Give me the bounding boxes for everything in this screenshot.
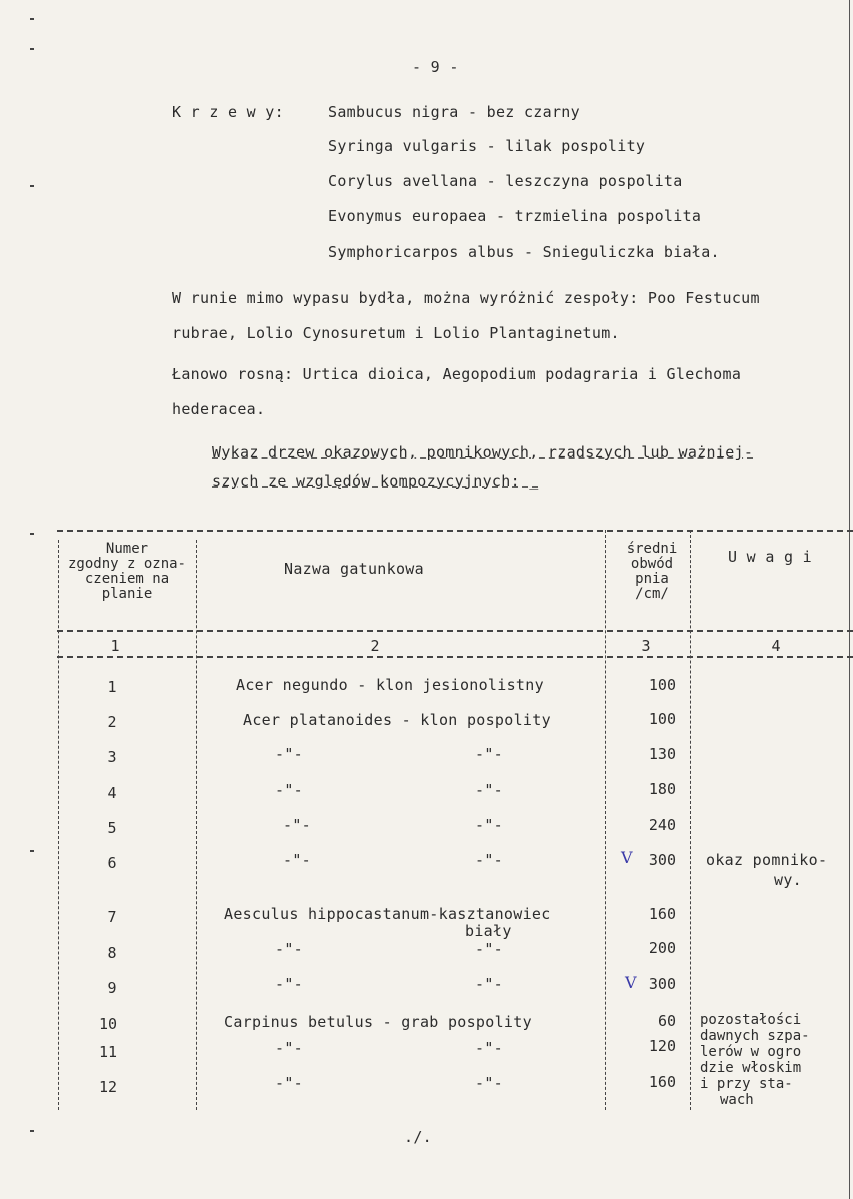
circumference-value: 100	[648, 710, 676, 728]
ditto-mark: -"-	[475, 745, 503, 763]
paragraph-line: rubrae, Lolio Cynosuretum i Lolio Plantaginetum.	[172, 324, 620, 342]
table-top-rule	[57, 530, 853, 532]
ditto-mark: -"-	[275, 1039, 303, 1057]
table-row-number: 9	[107, 979, 117, 997]
ditto-mark: -"-	[275, 745, 303, 763]
species-name: Aesculus hippocastanum-kasztanowiec	[224, 905, 551, 923]
table-left-border	[58, 540, 59, 1110]
remark-text: wy.	[774, 871, 802, 889]
check-mark: V	[621, 848, 633, 867]
circumference-value: 160	[648, 1073, 676, 1091]
ditto-mark: -"-	[475, 1074, 503, 1092]
table-heading-line1: Wykaz drzew okazowych, pomnikowych, rzadszych lub ważniej-	[212, 443, 754, 461]
shrub-item: Sambucus nigra - bez czarny	[328, 103, 580, 121]
ditto-mark: -"-	[283, 816, 311, 834]
header-remarks: U w a g i	[728, 548, 812, 566]
shrubs-label: K r z e w y:	[172, 103, 284, 121]
margin-mark	[30, 18, 34, 20]
continuation-mark: ./.	[404, 1128, 432, 1146]
margin-mark	[30, 185, 34, 187]
margin-mark	[30, 533, 34, 535]
ditto-mark: -"-	[475, 851, 503, 869]
margin-mark	[30, 1130, 34, 1132]
table-header-rule	[57, 630, 853, 632]
shrub-item: Evonymus europaea - trzmielina pospolita	[328, 207, 702, 225]
table-row-number: 7	[107, 908, 117, 926]
header-species-name: Nazwa gatunkowa	[284, 560, 424, 578]
paragraph-line: Łanowo rosną: Urtica dioica, Aegopodium podagraria i Glechoma	[172, 365, 742, 383]
circumference-value: 120	[648, 1037, 676, 1055]
paragraph-line: hederacea.	[172, 400, 266, 418]
shrub-item: Symphoricarpos albus - Snieguliczka biała.	[328, 243, 720, 261]
ditto-mark: -"-	[283, 851, 311, 869]
margin-mark	[30, 48, 34, 50]
table-row-number: 2	[107, 713, 117, 731]
table-row-number: 12	[98, 1078, 118, 1096]
table-row-number: 5	[107, 819, 117, 837]
ditto-mark: -"-	[475, 975, 503, 993]
ditto-mark: -"-	[475, 816, 503, 834]
page-edge-line	[849, 0, 850, 1199]
check-mark: V	[625, 973, 637, 992]
table-row-number: 3	[107, 748, 117, 766]
table-row-number: 4	[107, 784, 117, 802]
paragraph-line: W runie mimo wypasu bydła, można wyróżnić zespoły: Poo Festucum	[172, 289, 760, 307]
ditto-mark: -"-	[275, 940, 303, 958]
table-row-number: 6	[107, 854, 117, 872]
column-number: 2	[370, 637, 380, 655]
column-number: 4	[771, 637, 781, 655]
species-name: Acer negundo - klon jesionolistny	[236, 676, 544, 694]
circumference-value: 240	[648, 816, 676, 834]
table-colnum-rule	[57, 656, 853, 658]
circumference-value: 200	[648, 939, 676, 957]
circumference-value: 300	[648, 851, 676, 869]
circumference-value: 180	[648, 780, 676, 798]
table-row-number: 1	[107, 678, 117, 696]
circumference-value: 160	[648, 905, 676, 923]
circumference-value: 300	[648, 975, 676, 993]
remark-text: okaz pomniko-	[706, 851, 828, 869]
shrub-item: Corylus avellana - leszczyna pospolita	[328, 172, 683, 190]
circumference-value: 100	[648, 676, 676, 694]
ditto-mark: -"-	[475, 940, 503, 958]
species-name: Acer platanoides - klon pospolity	[243, 711, 551, 729]
group-remark: pozostałości dawnych szpa- lerów w ogro dzie włoskim i przy sta- wach	[700, 1012, 810, 1108]
circumference-value: 130	[648, 745, 676, 763]
table-heading-line2: szych ze względów kompozycyjnych: _	[212, 472, 539, 490]
margin-mark	[30, 850, 34, 852]
table-row-number: 10	[98, 1015, 118, 1033]
page-number: - 9 -	[412, 58, 459, 76]
ditto-mark: -"-	[275, 781, 303, 799]
species-name: Carpinus betulus - grab pospolity	[224, 1013, 532, 1031]
header-number: Numer zgodny z ozna- czeniem na planie	[67, 541, 186, 602]
header-circumference: średni obwód pnia /cm/	[626, 541, 678, 602]
table-row-number: 11	[98, 1043, 118, 1061]
ditto-mark: -"-	[475, 1039, 503, 1057]
column-divider	[690, 530, 691, 1110]
shrub-item: Syringa vulgaris - lilak pospolity	[328, 137, 646, 155]
column-divider	[196, 540, 197, 1110]
circumference-value: 60	[657, 1012, 676, 1030]
table-row-number: 8	[107, 944, 117, 962]
column-number: 1	[110, 637, 120, 655]
species-name-continued: biały	[465, 922, 512, 940]
ditto-mark: -"-	[475, 781, 503, 799]
column-number: 3	[641, 637, 651, 655]
ditto-mark: -"-	[275, 975, 303, 993]
ditto-mark: -"-	[275, 1074, 303, 1092]
